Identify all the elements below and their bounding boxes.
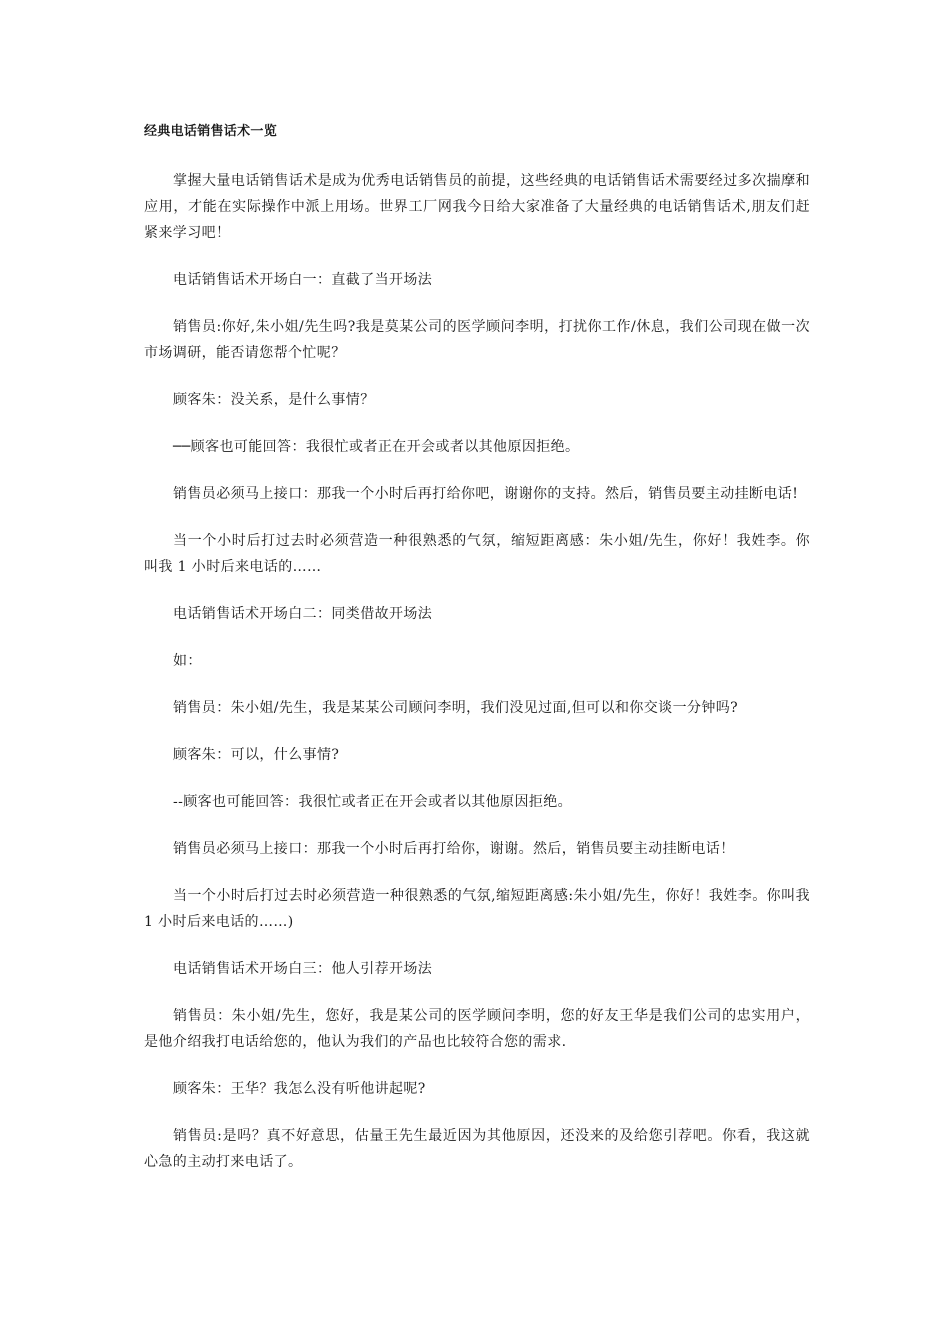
document-title: 经典电话销售话术一览 <box>144 124 278 139</box>
paragraph: 销售员:你好,朱小姐/先生吗?我是莫某公司的医学顾问李明，打扰你工作/休息，我们公司现在做一次市场调研，能否请您帮个忙呢？ <box>144 319 810 361</box>
paragraph-intro: 掌握大量电话销售话术是成为优秀电话销售员的前提，这些经典的电话销售话术需要经过多次揣摩和应用，才能在实际操作中派上用场。世界工厂网我今日给大家准备了大量经典的电话销售话术,朋友们赶紧来学习吧！ <box>144 173 810 241</box>
paragraph: 顾客朱：没关系，是什么事情？ <box>173 392 375 408</box>
paragraph: 顾客朱：王华？我怎么没有听他讲起呢? <box>173 1081 426 1097</box>
paragraph: ──顾客也可能回答：我很忙或者正在开会或者以其他原因拒绝。 <box>173 439 580 455</box>
paragraph: 销售员：朱小姐/先生，您好，我是某公司的医学顾问李明，您的好友王华是我们公司的忠实用户，是他介绍我打电话给您的，他认为我们的产品也比较符合您的需求. <box>144 1008 810 1050</box>
paragraph-opening-three-heading: 电话销售话术开场白三：他人引荐开场法 <box>173 961 433 977</box>
paragraph: 销售员:是吗？真不好意思，估量王先生最近因为其他原因，还没来的及给您引荐吧。你看，我这就心急的主动打来电话了。 <box>144 1128 810 1170</box>
paragraph: 当一个小时后打过去时必须营造一种很熟悉的气氛,缩短距离感:朱小姐/先生，你好！我姓李。你叫我 1 小时后来电话的……) <box>144 888 810 930</box>
paragraph: --顾客也可能回答：我很忙或者正在开会或者以其他原因拒绝。 <box>173 794 573 810</box>
paragraph: 销售员必须马上接口：那我一个小时后再打给你，谢谢。然后，销售员要主动挂断电话！ <box>173 841 735 857</box>
document-page <box>144 122 810 1196</box>
paragraph-opening-one-heading: 电话销售话术开场白一：直截了当开场法 <box>173 272 433 288</box>
paragraph: 销售员：朱小姐/先生，我是某某公司顾问李明，我们没见过面,但可以和你交谈一分钟吗? <box>173 700 739 716</box>
paragraph: 销售员必须马上接口：那我一个小时后再打给你吧，谢谢你的支持。然后，销售员要主动挂断电话! <box>173 486 799 502</box>
paragraph-opening-two-heading: 电话销售话术开场白二：同类借故开场法 <box>173 606 433 622</box>
paragraph: 顾客朱：可以，什么事情? <box>173 747 340 763</box>
paragraph: 当一个小时后打过去时必须营造一种很熟悉的气氛，缩短距离感：朱小姐/先生，你好！我姓李。你叫我 1 小时后来电话的…… <box>144 533 810 575</box>
paragraph: 如： <box>173 653 202 669</box>
